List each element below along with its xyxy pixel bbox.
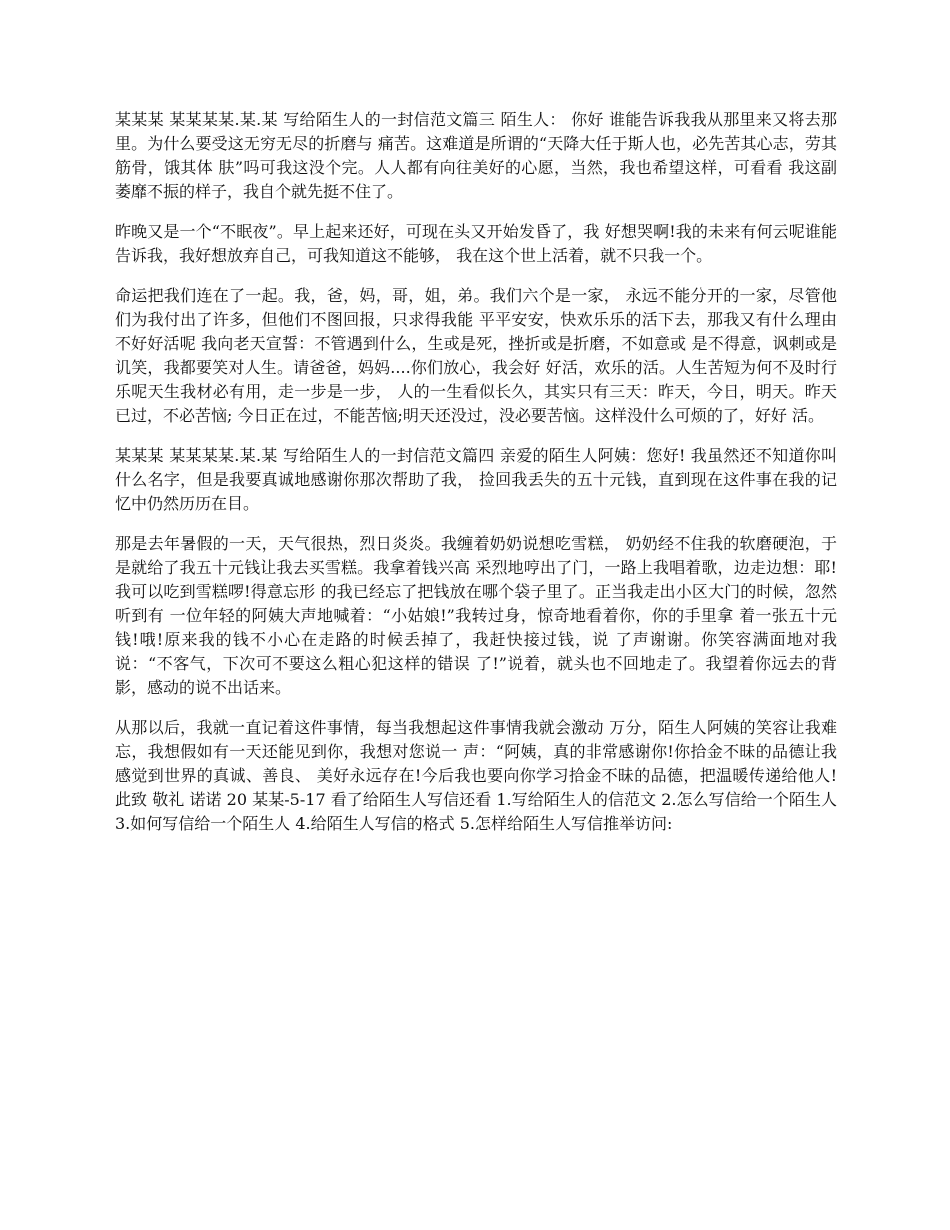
paragraph-sleepless-night: 昨晚又是一个“不眠夜”。早上起来还好，可现在头又开始发昏了，我 好想哭啊!我的未来有何云呢谁能告诉我，我好想放弃自己，可我知道这不能够， 我在这个世上活着，就不只我一个。 [115, 222, 837, 265]
document-page [115, 108, 837, 852]
paragraph-closing: 从那以后，我就一直记着这件事情，每当我想起这件事情我就会激动 万分，陌生人阿姨的笑容让我难忘，我想假如有一天还能见到你，我想对您说一 声：“阿姨，真的非常感谢你!你拾金不昧的品德让我感觉到世界的真诚、善良、 美好永远存在!今后我也要向你学习拾金不昧的品德，把温暖传递给他人! 此致 敬礼 诺诺 20 某某-5-17 看了给陌生人写信还看 1.写给陌生人的信范文 2.怎么写信给一个陌生人 3.如何写信给一个陌生人 4.给陌生人写信的格式 5.怎样给陌生人写信推举访问: [115, 718, 837, 833]
paragraph-family-fate: 命运把我们连在了一起。我，爸，妈，哥，姐，弟。我们六个是一家， 永远不能分开的一家，尽管他们为我付出了许多，但他们不图回报，只求得我能 平平安安，快欢乐乐的活下去，那我又有什么理由不好好活呢 我向老天宣誓：不管遇到什么，生或是死，挫折或是折磨，不如意或 是不得意，讽刺或是讥笑，我都要笑对人生。请爸爸，妈妈....你们放心，我会好 好活，欢乐的活。人生苦短为何不及时行乐呢天生我材必有用，走一步是一步， 人的一生看似长久，其实只有三天：昨天，今日，明天。昨天已过，不必苦恼; 今日正在过，不能苦恼;明天还没过，没必要苦恼。这样没什么可烦的了，好好 活。 [115, 286, 837, 425]
paragraph-letter-four-intro: 某某某 某某某某.某.某 写给陌生人的一封信范文篇四 亲爱的陌生人阿姨：您好! 我虽然还不知道你叫什么名字，但是我要真诚地感谢你那次帮助了我， 捡回我丢失的五十元钱，直到现在这件事在我的记忆中仍然历历在目。 [115, 446, 837, 513]
paragraph-letter-three-intro: 某某某 某某某某.某.某 写给陌生人的一封信范文篇三 陌生人： 你好 谁能告诉我我从那里来又将去那里。为什么要受这无穷无尽的折磨与 痛苦。这难道是所谓的“天降大任于斯人也，必先苦其心志，劳其筋骨，饿其体 肤”吗可我这没个完。人人都有向往美好的心愿，当然，我也希望这样，可看看 我这副萎靡不振的样子，我自个就先挺不住了。 [115, 110, 837, 201]
paragraph-summer-story: 那是去年暑假的一天，天气很热，烈日炎炎。我缠着奶奶说想吃雪糕， 奶奶经不住我的软磨硬泡，于是就给了我五十元钱让我去买雪糕。我拿着钱兴高 采烈地哼出了门，一路上我唱着歌，边走边想：耶!我可以吃到雪糕啰!得意忘形 的我已经忘了把钱放在哪个袋子里了。正当我走出小区大门的时候，忽然听到有 一位年轻的阿姨大声地喊着：“小姑娘!”我转过身，惊奇地看着你，你的手里拿 着一张五十元钱!哦!原来我的钱不小心在走路的时候丢掉了，我赶快接过钱，说 了声谢谢。你笑容满面地对我说：“不客气，下次可不要这么粗心犯这样的错误 了!”说着，就头也不回地走了。我望着你远去的背影，感动的说不出话来。 [115, 534, 837, 697]
